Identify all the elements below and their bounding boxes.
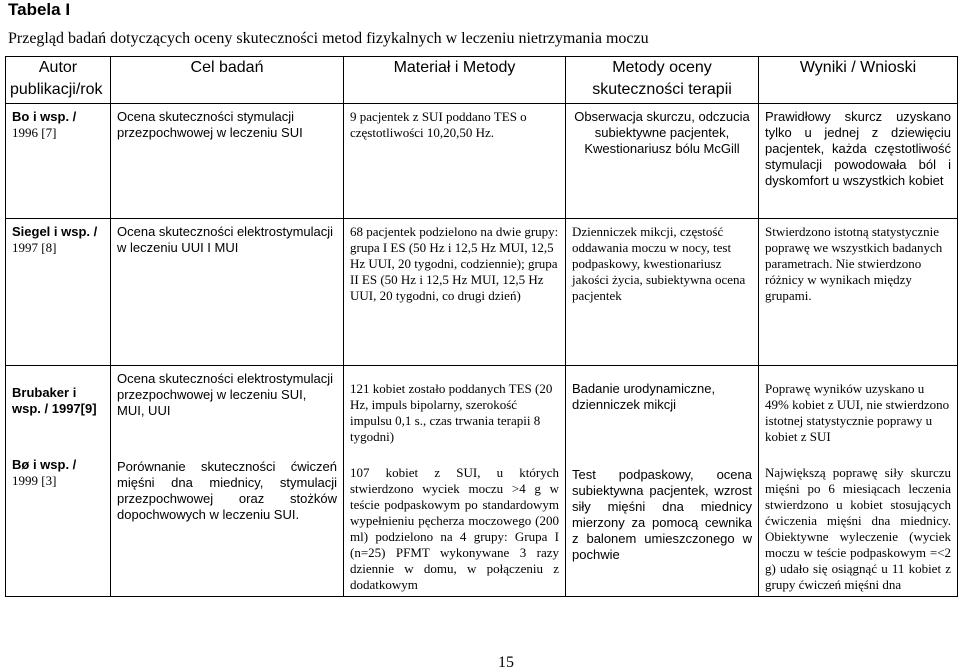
header-methods-line1: Metody oceny: [612, 59, 712, 76]
header-material: Materiał i Metody: [344, 57, 566, 104]
author-b-line1: Bø i wsp. /: [12, 457, 77, 472]
cell-methods: [566, 366, 759, 597]
aim-b: Porównanie skuteczności ćwiczeń mięśni dna miednicy, stymulacji przezpochwowej oraz stożków dopochwowych w leczeniu SUI.: [117, 459, 337, 522]
table-label: Tabela I: [8, 0, 71, 19]
cell-aim: [111, 366, 344, 597]
cell-material: [344, 366, 566, 597]
cell-methods: Obserwacja skurczu, odczucia subiektywne pacjentek, Kwestionariusz bólu McGill: [566, 104, 759, 219]
page-number: 15: [498, 654, 514, 671]
cell-material: 9 pacjentek z SUI poddano TES o częstotliwości 10,20,50 Hz.: [344, 104, 566, 219]
author-line2: 1997 [8]: [12, 240, 57, 255]
author-line2: 1996 [7]: [12, 125, 57, 140]
author-a-line1: Brubaker i: [12, 385, 77, 400]
table-row: [6, 366, 958, 597]
header-results: Wyniki / Wnioski: [759, 57, 958, 104]
cell-results: [759, 366, 958, 597]
author-a-line2: wsp. / 1997[9]: [12, 401, 97, 416]
review-table: [5, 56, 958, 597]
cell-results: Stwierdzono istotną statystycznie poprawę we wszystkich badanych parametrach. Nie stwierdzono różnicy w wynikach między grupami.: [759, 219, 958, 366]
table-header-row: [6, 57, 958, 104]
aim-a: Ocena skuteczności elektrostymulacji przezpochwowej w leczeniu SUI, MUI, UUI: [117, 371, 334, 418]
cell-methods: Dzienniczek mikcji, częstość oddawania moczu w nocy, test podpaskowy, kwestionariusz jakości życia, subiektywna ocena pacjentek: [566, 219, 759, 366]
cell-author: [6, 366, 111, 597]
header-author: [6, 57, 111, 104]
cell-material: 68 pacjentek podzielono na dwie grupy: grupa I ES (50 Hz i 12,5 Hz MUI, 12,5 Hz UUI, 20 tygodni, codziennie); grupa II ES (50 Hz i 12,5 Hz MUI, 12,5 Hz UUI, 20 tygodni, co drugi dzień): [344, 219, 566, 366]
header-author-line1: Autor: [38, 59, 78, 76]
cell-aim: Ocena skuteczności stymulacji przezpochwowej w leczeniu SUI: [111, 104, 344, 219]
author-b-line2: 1999 [3]: [12, 473, 57, 488]
header-author-line2: publikacji/rok: [10, 81, 103, 98]
results-b: Największą poprawę siły skurczu mięśni po 6 miesiącach leczenia stwierdzono u kobiet stosujących ćwiczenia mięśni dna miednicy. Obiektywne wyleczenie (wyciek moczu w teście podpaskowym =<2 g) udało się osiągnąć u 11 kobiet z grupy ćwiczeń mięśni dna: [765, 465, 951, 592]
table-row: [6, 219, 958, 366]
cell-author: [6, 104, 111, 219]
methods-a: Badanie urodynamiczne, dzienniczek mikcji: [572, 381, 716, 412]
cell-author: [6, 219, 111, 366]
results-a: Poprawę wyników uzyskano u 49% kobiet z UUI, nie stwierdzono istotnej statystycznie poprawy u kobiet z SUI: [765, 381, 950, 444]
material-a: 121 kobiet zostało poddanych TES (20 Hz, impuls bipolarny, szerokość impulsu 0,1 s., czas trwania terapii 8 tygodni): [350, 381, 553, 444]
header-aim: Cel badań: [111, 57, 344, 104]
cell-results: Prawidłowy skurcz uzyskano tylko u jednej z dziewięciu pacjentek, każda częstotliwość stymulacji powodowała ból i dyskomfort u wszystkich kobiet: [759, 104, 958, 219]
cell-aim: Ocena skuteczności elektrostymulacji w leczeniu UUI I MUI: [111, 219, 344, 366]
table-title: Przegląd badań dotyczących oceny skuteczności metod fizykalnych w leczeniu nietrzymania moczu: [8, 30, 649, 47]
author-line1: Siegel i wsp. /: [12, 224, 98, 239]
methods-b: Test podpaskowy, ocena subiektywna pacjentek, wzrost siły mięśni dna miednicy mierzony za pomocą cewnika z balonem umieszczonego w pochwie: [572, 467, 752, 562]
header-methods-line2: skuteczności terapii: [592, 81, 732, 98]
material-b: 107 kobiet z SUI, u których stwierdzono wyciek moczu >4 g w teście podpaskowym po standardowym wypełnieniu pęcherza moczowego (200 ml) podzielono na 4 grupy: Grupa I (n=25) PFMT wykonywane 3 razy dziennie w domu, w połączeniu z dodatkowym: [350, 465, 559, 592]
table-row: [6, 104, 958, 219]
header-methods: [566, 57, 759, 104]
author-line1: Bo i wsp. /: [12, 109, 77, 124]
